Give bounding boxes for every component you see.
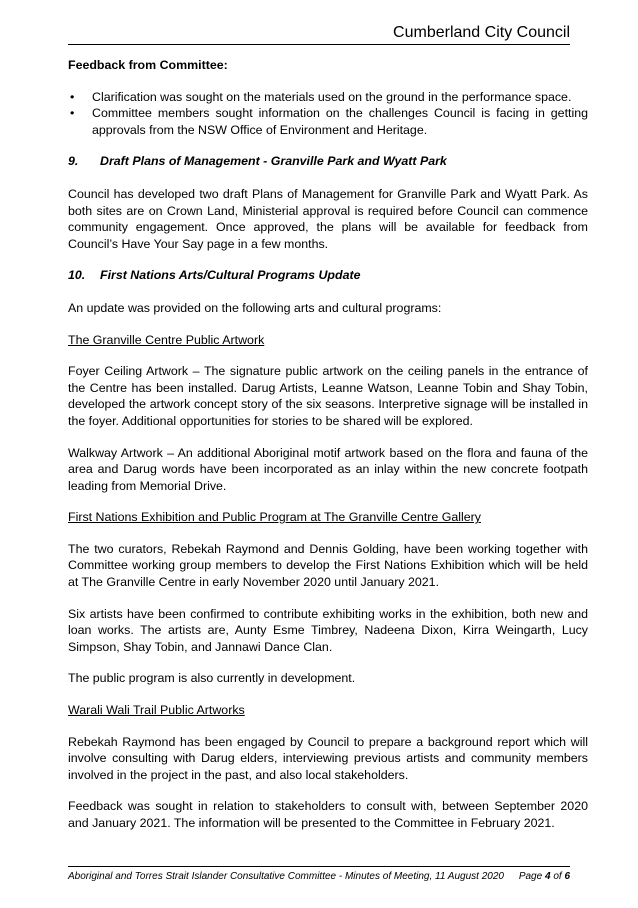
page-current: 4 xyxy=(544,871,551,882)
paragraph: Walkway Artwork – An additional Aboriginal motif artwork based on the flora and fauna of the area and Darug words have been incorporated as an inlay within the new concrete footpath leading from Memorial Drive. xyxy=(68,445,588,493)
section-title: Draft Plans of Management - Granville Park and Wyatt Park xyxy=(100,154,447,169)
subheading: First Nations Exhibition and Public Program at The Granville Centre Gallery xyxy=(68,510,481,525)
paragraph: Foyer Ceiling Artwork – The signature public artwork on the ceiling panels in the entrance of the Centre has been installed. Darug Artists, Leanne Watson, Leanne Tobin and Shay Tobin, developed the artwork concept story of the six seasons. Interpretive signage will be installed in the foyer. Additional opportunities for stories to be shared will be explored. xyxy=(68,364,588,428)
feedback-heading: Feedback from Committee: xyxy=(68,58,228,72)
section-title: First Nations Arts/Cultural Programs Update xyxy=(100,268,361,283)
page-number xyxy=(519,871,570,882)
subheading: Warali Wali Trail Public Artworks xyxy=(68,703,245,718)
list-item: • Clarification was sought on the materials used on the ground in the performance space. xyxy=(68,89,588,106)
council-name: Cumberland City Council xyxy=(393,24,570,41)
subheading: The Granville Centre Public Artwork xyxy=(68,332,265,347)
section-number: 9. xyxy=(68,154,79,169)
list-item: • Committee members sought information on the challenges Council is facing in getting approvals from the NSW Office of Environment and Heritage. xyxy=(68,105,588,138)
feedback-list xyxy=(68,89,588,139)
paragraph: The two curators, Rebekah Raymond and Dennis Golding, have been working together with Committee working group members to develop the First Nations Exhibition which will be held at The Granville Centre in early November 2020 until January 2021. xyxy=(68,541,588,590)
document-body xyxy=(68,57,588,847)
paragraph: Six artists have been confirmed to contribute exhibiting works in the exhibition, both new and loan works. The artists are, Aunty Esme Timbrey, Nadeena Dixon, Kirra Weingarth, Lucy Simpson, Shay Tobin, and Jannawi Dance Clan. xyxy=(68,606,588,654)
paragraph: Rebekah Raymond has been engaged by Council to prepare a background report which will involve consulting with Darug elders, interviewing previous artists and community members involved in the project in the past, and also local stakeholders. xyxy=(68,734,588,782)
page-word: Page xyxy=(518,871,543,882)
page-of: of xyxy=(553,871,562,882)
footer-meeting-title: Aboriginal and Torres Strait Islander Consultative Committee - Minutes of Meeting, 11 August 2020 xyxy=(68,871,504,882)
section-10-heading xyxy=(68,267,588,284)
paragraph: Feedback was sought in relation to stakeholders to consult with, between September 2020 and January 2021. The information will be presented to the Committee in February 2021. xyxy=(68,799,588,830)
page-footer xyxy=(68,866,570,882)
page-total: 6 xyxy=(564,871,570,882)
paragraph: The public program is also currently in development. xyxy=(68,671,356,686)
paragraph: Council has developed two draft Plans of Management for Granville Park and Wyatt Park. As both sites are on Crown Land, Ministerial approval is required before Council can commence community engagement. Once approved, the plans will be available for feedback from Council’s Have Your Say page in a few months. xyxy=(68,186,588,251)
section-9-heading xyxy=(68,153,588,170)
section-number: 10. xyxy=(68,268,86,283)
paragraph: An update was provided on the following arts and cultural programs: xyxy=(68,300,442,315)
page-header xyxy=(68,22,570,45)
